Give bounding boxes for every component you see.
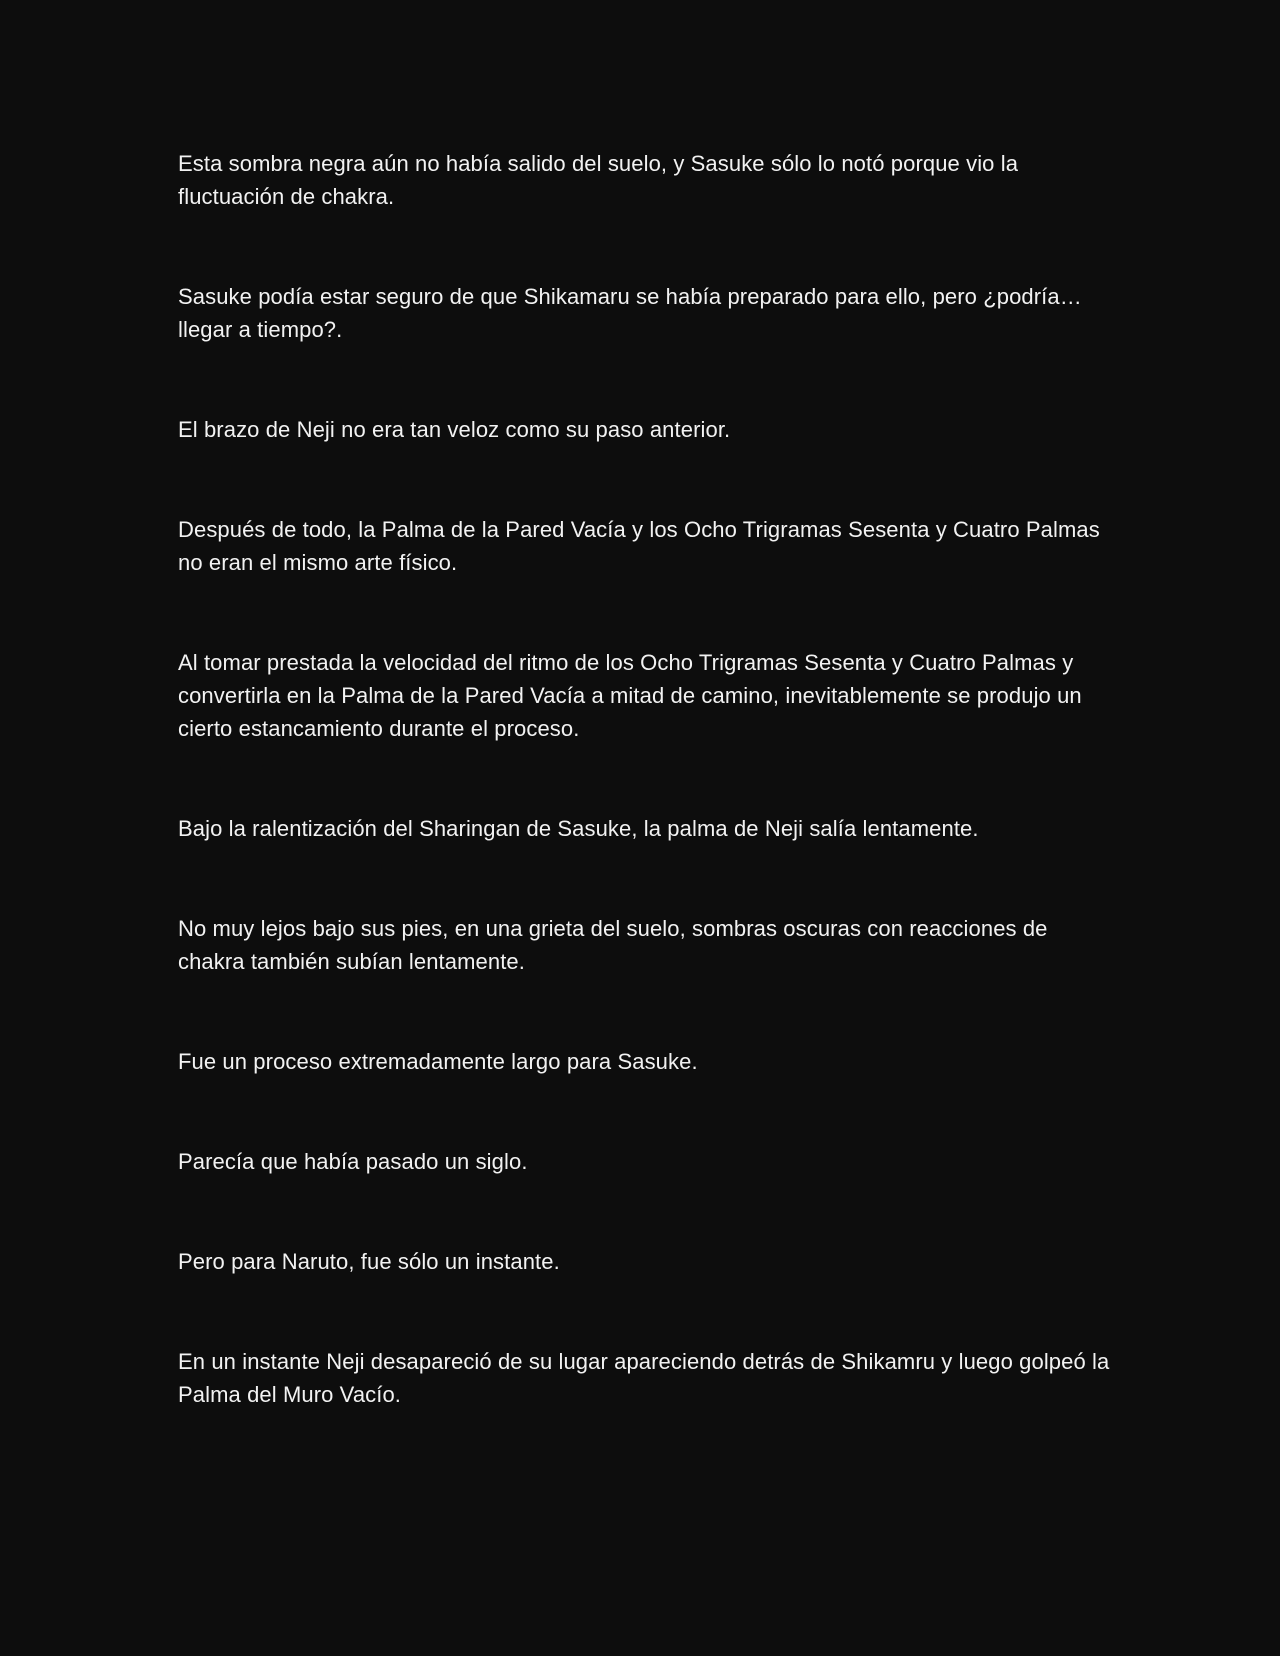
paragraph-4: Después de todo, la Palma de la Pared Vacía y los Ocho Trigramas Sesenta y Cuatro Palmas no eran el mismo arte físico. [178,517,1100,575]
paragraph-3: El brazo de Neji no era tan veloz como su paso anterior. [178,417,731,442]
paragraph-2: Sasuke podía estar seguro de que Shikamaru se había preparado para ello, pero ¿podría… llegar a tiempo?. [178,284,1082,342]
document-body [178,147,1118,1478]
paragraph-8: Fue un proceso extremadamente largo para Sasuke. [178,1049,698,1074]
paragraph-6: Bajo la ralentización del Sharingan de Sasuke, la palma de Neji salía lentamente. [178,816,979,841]
paragraph-7: No muy lejos bajo sus pies, en una grieta del suelo, sombras oscuras con reacciones de chakra también subían lentamente. [178,916,1048,974]
paragraph-1: Esta sombra negra aún no había salido del suelo, y Sasuke sólo lo notó porque vio la fluctuación de chakra. [178,151,1019,209]
paragraph-10: Pero para Naruto, fue sólo un instante. [178,1249,560,1274]
paragraph-9: Parecía que había pasado un siglo. [178,1149,528,1174]
paragraph-5: Al tomar prestada la velocidad del ritmo de los Ocho Trigramas Sesenta y Cuatro Palmas y convertirla en la Palma de la Pared Vacía a mitad de camino, inevitablemente se produjo un cierto estancamiento durante el proceso. [178,650,1082,741]
paragraph-11: En un instante Neji desapareció de su lugar apareciendo detrás de Shikamru y luego golpeó la Palma del Muro Vacío. [178,1349,1110,1407]
